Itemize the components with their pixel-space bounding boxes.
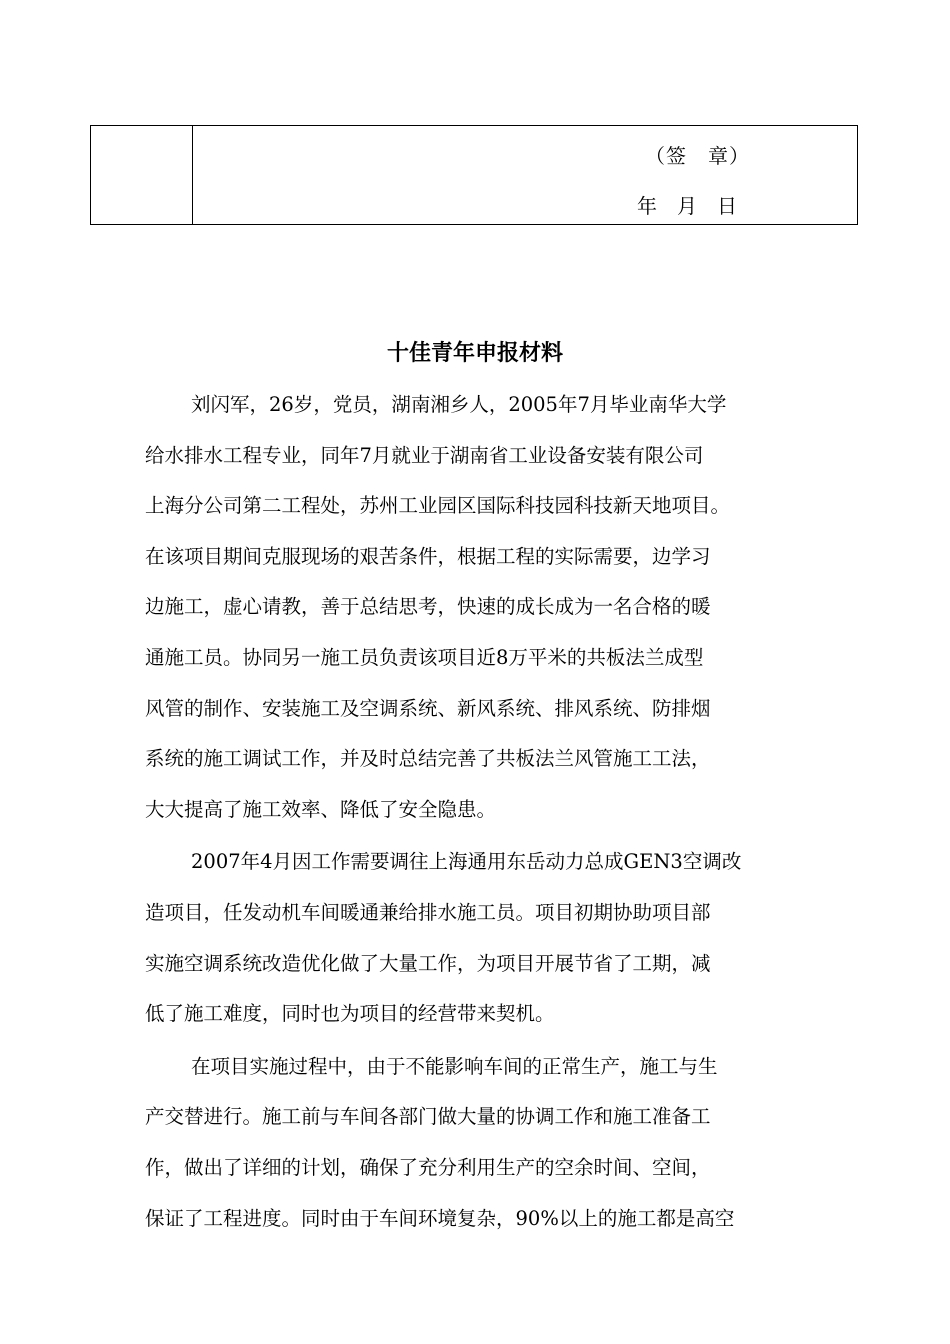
paragraph-2-line-3: 实施空调系统改造优化做了大量工作，为项目开展节省了工期，减 [145, 951, 711, 975]
document-title: 十佳青年申报材料 [386, 341, 563, 366]
paragraph-2-line-2: 造项目，任发动机车间暖通兼给排水施工员。项目初期协助项目部 [145, 900, 711, 924]
paragraph-1-line-7: 风管的制作、安装施工及空调系统、新风系统、排风系统、防排烟 [145, 696, 711, 720]
paragraph-2-line-4: 低了施工难度，同时也为项目的经营带来契机。 [145, 1002, 555, 1026]
paragraph-1-line-9: 大大提高了施工效率、降低了安全隐患。 [145, 797, 497, 821]
paragraph-3-line-1: 在项目实施过程中，由于不能影响车间的正常生产，施工与生 [191, 1054, 718, 1078]
signature-table [90, 125, 858, 225]
paragraph-1-line-3: 上海分公司第二工程处，苏州工业园区国际科技园科技新天地项目。 [145, 494, 731, 518]
body-text [145, 383, 825, 1247]
paragraph-1-line-8: 系统的施工调试工作，并及时总结完善了共板法兰风管施工工法， [145, 747, 711, 771]
paragraph-1-line-1: 刘闪军，26岁，党员，湖南湘乡人，2005年7月毕业南华大学 [191, 393, 727, 416]
paragraph-1-line-6: 通施工员。协同另一施工员负责该项目近8万平米的共板法兰成型 [145, 645, 704, 669]
paragraph-2-line-1: 2007年4月因工作需要调往上海通用东岳动力总成GEN3空调改 [191, 850, 742, 874]
paragraph-3-line-4: 保证了工程进度。同时由于车间环境复杂，90%以上的施工都是高空 [145, 1206, 735, 1230]
paragraph-1-line-5: 边施工，虚心请教，善于总结思考，快速的成长成为一名合格的暖 [145, 595, 711, 619]
date-label: 年 月 日 [637, 194, 737, 218]
signature-table-content-cell [193, 126, 857, 224]
paragraph-3-line-2: 产交替进行。施工前与车间各部门做大量的协调工作和施工准备工 [145, 1105, 711, 1129]
stamp-label: （签 章） [645, 144, 750, 168]
paragraph-1-line-4: 在该项目期间克服现场的艰苦条件，根据工程的实际需要，边学习 [145, 544, 711, 568]
paragraph-1-line-2: 给水排水工程专业，同年7月就业于湖南省工业设备安装有限公司 [145, 443, 704, 467]
paragraph-3-line-3: 作，做出了详细的计划，确保了充分利用生产的空余时间、空间， [145, 1155, 711, 1179]
signature-table-label-cell [91, 126, 193, 224]
